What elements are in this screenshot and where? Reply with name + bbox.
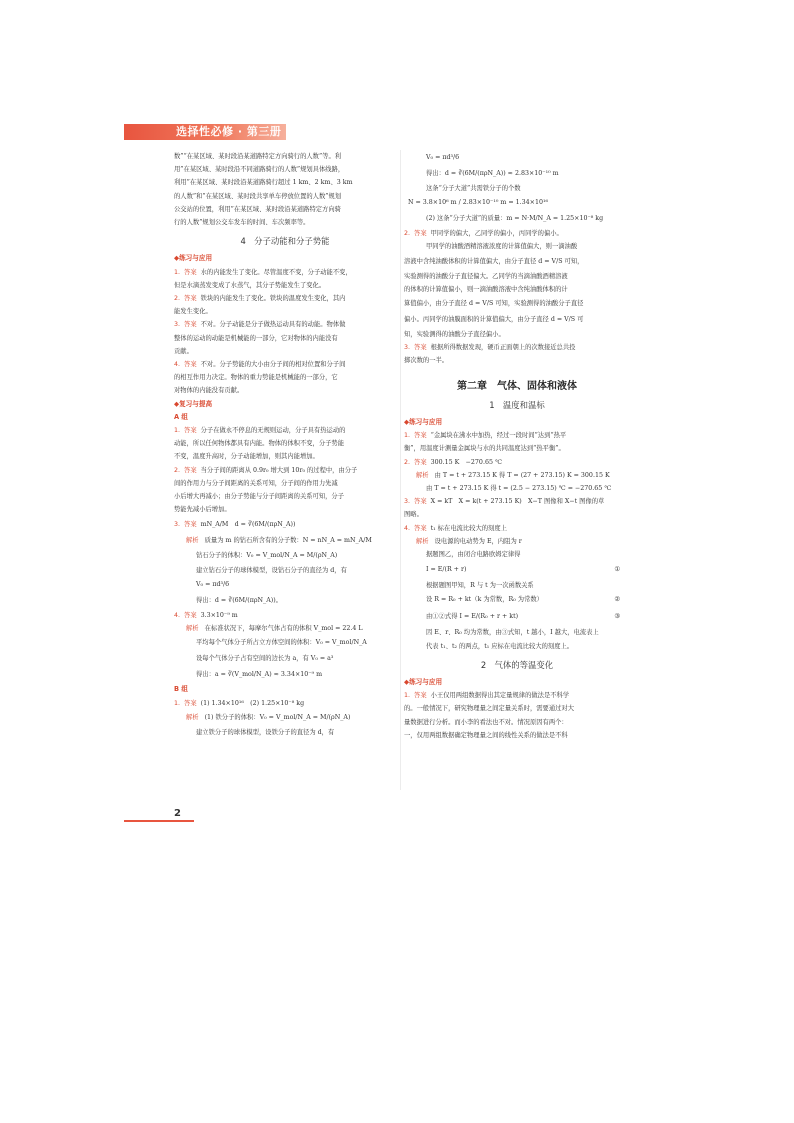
page-number: 2 [174, 808, 181, 819]
answer-text: 的体积的计算值偏小，则一滴油酸溶液中含纯油酸体积的计 [404, 285, 568, 293]
analysis-text: 在标准状况下，每摩尔气体占有的体积 V_mol = 22.4 L [204, 625, 363, 633]
answer-number: 2. [174, 295, 181, 303]
answer-text: 知，实验测得的油酸分子直径偏小。 [404, 331, 505, 339]
formula: 钻石分子的体积：V₀ = V_mol/N_A = M/(ρN_A) [196, 551, 338, 559]
answer-tag: 答案 [184, 427, 197, 435]
analysis-text: 这条“分子大道”共需铁分子的个数 [426, 185, 521, 192]
analysis-item [174, 534, 396, 547]
answer-number: 2. [404, 230, 411, 238]
answer-text: 实验测得的油酸分子直径偏大。乙同学的当滴油酸酒精溶液 [404, 272, 568, 280]
answer-tag: 答案 [414, 458, 427, 466]
answer-item [174, 266, 396, 279]
answer-text: 小王仅用两组数据得出其定量规律的做法是不科学 [430, 692, 570, 700]
answer-text: 整体的运动的动能是机械能的一部分，它对物体的内能没有 [174, 334, 338, 342]
answer-text: 根据所得数据发现，硬币正面朝上的次数接近总共投 [430, 344, 576, 352]
formula: (1) 铁分子的体积：V₀ = V_mol/N_A = M/(ρN_A) [204, 713, 351, 721]
formula: 质量为 m 的钻石所含有的分子数：N = nN_A = mN_A/M [204, 537, 372, 545]
equation-mark: ③ [614, 613, 620, 621]
formula: 设 R = R₀ + kt（k 为常数，R₀ 为常数） [426, 596, 543, 604]
formula: 由①②式得 I = E/(R₀ + r + kt) [426, 613, 519, 621]
answer-text: 一，仅用两组数据确定物理量之间的线性关系的做法是不科 [404, 731, 568, 739]
answer-text: 不变，温度升高时，分子动能增加，则其内能增加。 [174, 453, 319, 461]
analysis-item [174, 622, 396, 635]
answer-text: 甲同学的偏大，乙同学的偏小，丙同学的偏小。 [430, 230, 563, 238]
answer-text: 分子在做永不停息的无规则运动，分子具有热运动的 [200, 427, 346, 435]
answer-tag: 答案 [184, 321, 197, 329]
formula-row [404, 561, 630, 579]
answer-tag: 答案 [414, 524, 427, 532]
answer-tag: 答案 [184, 699, 197, 707]
formula: mN_A/M d = ∛(6M/(πρN_A)) [200, 521, 296, 529]
formula: V₀ = πd³/6 [196, 580, 230, 588]
answer-item [404, 456, 630, 469]
answer-tag: 答案 [184, 361, 197, 369]
answer-text: 的。一般情况下，研究物理量之间定量关系时，需要通过对大 [404, 705, 575, 713]
answer-text: 动能，所以任何物体都具有内能。物体的体积不变，分子势能 [174, 440, 345, 448]
section-title: 2 气体的等温变化 [480, 659, 554, 670]
analysis-text: 建立铁分子的球体模型，设铁分子的直径为 d，有 [196, 728, 335, 736]
answer-item [404, 341, 630, 354]
answer-text: 量数据进行分析。而小李的看法也不对。情况原因有两个： [404, 718, 568, 726]
formula: (2) 这条“分子大道”的质量：m = N·M/N_A = 1.25×10⁻⁸ kg [426, 215, 604, 223]
answer-item [174, 292, 396, 305]
answer-text: 水的内能发生了变化。尽管温度不变，分子动能不变， [200, 268, 352, 276]
left-column [174, 150, 396, 739]
analysis-tag: 解析 [416, 471, 429, 479]
equation-mark: ① [614, 566, 620, 574]
answer-text: 间的作用力与分子间距离的关系可知，分子间的作用力先减 [174, 479, 338, 487]
answer-item [404, 495, 630, 508]
answer-item [404, 522, 630, 535]
answer-text: 图略。 [404, 511, 423, 519]
review-label: ◆复习与提高 [174, 399, 213, 408]
answer-tag: 答案 [414, 344, 427, 352]
answer-item [174, 358, 396, 371]
answer-text: 偏小。丙同学的油膜面积的计算值偏大，由分子直径 d = V/S 可 [404, 316, 584, 324]
answer-number: 2. [404, 458, 411, 466]
answer-tag: 答案 [414, 498, 427, 506]
answer-item [174, 516, 396, 534]
answer-number: 1. [174, 268, 181, 276]
answer-number: 1. [174, 427, 181, 435]
answer-item [174, 697, 396, 710]
answer-text: 3.3×10⁻⁹ m [200, 611, 238, 619]
answer-number: 1. [404, 692, 411, 700]
analysis-item [404, 535, 630, 548]
intro-line: 行的人数”规划公交车发车的时间、车次频率等。 [174, 219, 310, 227]
answer-item [404, 227, 630, 240]
answer-text: 铁块的内能发生了变化。铁块的温度发生变化，其内 [200, 295, 346, 303]
analysis-text: 由 T = t + 273.15 K 得 t = (2.5 − 273.15) ℃ = −270.65 ℃ [426, 485, 612, 493]
analysis-text: 由 T = t + 273.15 K 得 T = (27 + 273.15) K = 300.15 K [434, 471, 610, 479]
answer-tag: 答案 [184, 521, 197, 529]
intro-line: 的人数”和”在某区域、某时段共享单车停放位置的人数”规划 [174, 192, 342, 200]
analysis-tag: 解析 [416, 537, 429, 545]
analysis-text: 设电源的电动势为 E，内阻为 r [434, 537, 522, 545]
answer-number: 4. [174, 361, 181, 369]
answer-text: 贡献。 [174, 347, 193, 355]
answer-item [174, 464, 396, 477]
page-number-underline [124, 820, 194, 822]
answer-text: 掷次数的一半。 [404, 357, 449, 365]
intro-line: 数”“在某区域、某时段沿某道路特定方向骑行的人数”等。利 [174, 153, 342, 160]
answer-tag: 答案 [414, 692, 427, 700]
answer-tag: 答案 [414, 432, 427, 440]
section-title: 1 温度和温标 [489, 399, 545, 410]
answer-text: “金属块在沸水中加热，经过一段时间”达到“热平 [430, 432, 567, 440]
answer-item [404, 689, 630, 702]
column-divider [400, 150, 401, 790]
answer-text: 当分子间的距离从 0.9r₀ 增大到 10r₀ 的过程中，由分子 [200, 466, 358, 474]
answer-text: 衡”，用温度计测量金属块与水的共同温度达到“热平衡”。 [404, 445, 565, 453]
analysis-text: 代表 t₁、t₂ 的两点，t₁ 应标在电流比较大的刻度上。 [426, 642, 574, 650]
group-a-label: A 组 [174, 412, 188, 421]
formula-row [404, 592, 630, 608]
answer-tag: 答案 [414, 230, 427, 238]
answer-number: 4. [404, 524, 411, 532]
intro-line: 公交站的位置，利用”在某区域、某时段沿某道路特定方向骑 [174, 205, 341, 213]
answer-number: 3. [174, 321, 181, 329]
header-title: 选择性必修 · 第三册 [176, 125, 282, 138]
formula: 得出：a = ∛(V_mol/N_A) ≈ 3.34×10⁻⁹ m [196, 671, 323, 679]
answer-text: (1) 1.34×10¹⁶ (2) 1.25×10⁻⁸ kg [200, 699, 305, 707]
answer-item [174, 424, 396, 437]
answer-text: X = kT X = k(t + 273.15 K) X−T 图像和 X−t 图像的草 [430, 498, 605, 506]
formula: 平均每个气体分子所占立方体空间的体积：V₀ = V_mol/N_A [196, 639, 367, 647]
analysis-text: 因 E、r、R₀ 均为常数，由③式知，t 越小，I 越大，电流表上 [426, 629, 599, 637]
analysis-item [404, 469, 630, 482]
right-column [404, 150, 630, 742]
practice-label: ◆练习与应用 [404, 678, 443, 687]
answer-number: 1. [404, 432, 411, 440]
formula: 得出：d = ∛(6M/(πρN_A)) ≈ 2.83×10⁻¹⁰ m [426, 170, 559, 177]
analysis-item [174, 710, 396, 726]
formula-row [404, 608, 630, 626]
equation-mark: ② [614, 596, 620, 604]
answer-text: 小后增大再减小；由分子势能与分子间距离的关系可知，分子 [174, 493, 345, 501]
answer-tag: 答案 [184, 295, 197, 303]
answer-text: 不对。分子动能是分子做热运动具有的动能。物体做 [200, 321, 346, 329]
answer-text: 的相互作用力决定。物体的重力势能是机械能的一部分，它 [174, 374, 338, 382]
answer-text: t₁ 标在电流比较大的刻度上 [430, 524, 507, 532]
answer-number: 3. [404, 498, 411, 506]
analysis-tag: 解析 [186, 537, 199, 545]
formula: 设每个气体分子占有空间的边长为 a，有 V₀ = a³ [196, 655, 334, 663]
analysis-text: 据题图乙，由闭合电路欧姆定律得 [426, 551, 521, 559]
answer-number: 4. [174, 611, 181, 619]
section-title: 4 分子动能和分子势能 [240, 236, 330, 247]
answer-number: 3. [174, 521, 181, 529]
answer-number: 1. [174, 699, 181, 707]
answer-item [174, 318, 396, 331]
answer-text: 但是水滴蒸发变成了水蒸气，其分子势能发生了变化。 [174, 281, 326, 289]
answer-text: 能发生变化。 [174, 308, 212, 316]
answer-text: 溶液中含纯油酸体积的计算值偏大，由分子直径 d = V/S 可知， [404, 257, 584, 265]
answer-text: 势能先减小后增加。 [174, 506, 231, 514]
formula: N = 3.8×10⁶ m / 2.83×10⁻¹⁰ m = 1.34×10¹⁶ [408, 199, 549, 207]
answer-item [404, 429, 630, 442]
answer-text: 300.15 K −270.65 ℃ [430, 458, 502, 466]
group-b-label: B 组 [174, 685, 188, 694]
answer-text: 算值偏小，由分子直径 d = V/S 可知，实验测得的油酸分子直径 [404, 300, 584, 308]
answer-text: 甲同学的油酸酒精溶液浓度的计算值偏大，则一滴油酸 [426, 243, 578, 251]
answer-item [174, 609, 396, 622]
intro-line: 用”在某区域、某时段沿不同道路骑行的人数”规划具体线路， [174, 166, 345, 174]
formula: 得出：d = ∛(6M/(πρN_A))。 [196, 596, 282, 604]
answer-text: 不对。分子势能的大小由分子间的相对位置和分子间 [200, 361, 346, 369]
answer-tag: 答案 [184, 466, 197, 474]
analysis-text: 根据题图甲知，R 与 t 为一次函数关系 [426, 582, 534, 590]
answer-number: 3. [404, 344, 411, 352]
formula: V₀ = πd³/6 [426, 154, 460, 161]
answer-tag: 答案 [184, 268, 197, 276]
analysis-tag: 解析 [186, 625, 199, 633]
answer-text: 对物体的内能没有贡献。 [174, 387, 244, 395]
answer-number: 2. [174, 466, 181, 474]
analysis-tag: 解析 [186, 713, 199, 721]
analysis-text: 建立钻石分子的球体模型，设钻石分子的直径为 d，有 [196, 566, 347, 574]
chapter-title: 第二章 气体、固体和液体 [457, 380, 577, 392]
intro-line: 利用”在某区域、某时段沿某道路骑行超过 1 km、2 km、3 km [174, 179, 353, 187]
formula: I = E/(R + r) [426, 566, 467, 574]
answer-tag: 答案 [184, 611, 197, 619]
practice-label: ◆练习与应用 [174, 254, 213, 263]
practice-label: ◆练习与应用 [404, 418, 443, 427]
